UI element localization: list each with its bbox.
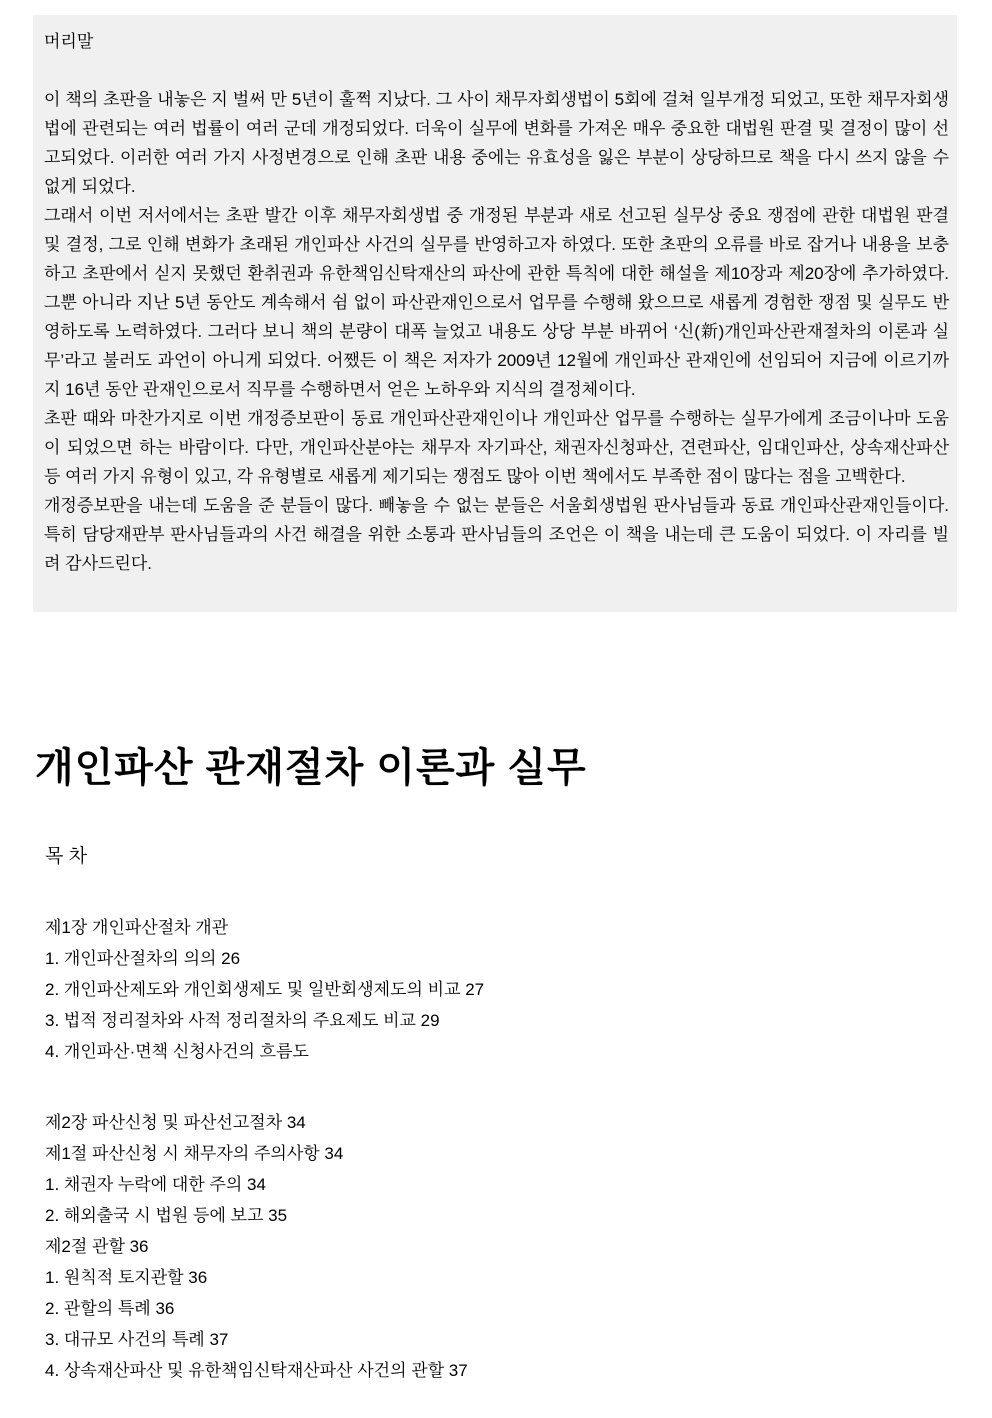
- toc-chapter-1-group: [45, 912, 992, 1067]
- toc-entry: 1. 원칙적 토지관할 36: [45, 1268, 208, 1287]
- preface-paragraph-2: 그래서 이번 저서에서는 초판 발간 이후 채무자회생법 중 개정된 부분과 새로 선고된 실무상 중요 쟁점에 관한 대법원 판결 및 결정, 그로 인해 변화가 초래된 개인파산 사건의 실무를 반영하고자 하였다. 또한 초판의 오류를 바로 잡거나 내용을 보충하고 초판에서 싣지 못했던 환취권과 유한책임신탁재산의 파산에 관한 특칙에 대한 해설을 제10장과 제20장에 추가하였다. 그뿐 아니라 지난 5년 동안도 계속해서 쉼 없이 파산관재인으로서 업무를 수행해 왔으므로 새롭게 경험한 쟁점 및 실무도 반영하도록 노력하였다. 그러다 보니 책의 분량이 대폭 늘었고 내용도 상당 부분 바뀌어 ‘신(新)개인파산관재절차의 이론과 실무’라고 불러도 과언이 아니게 되었다. 어쨌든 이 책은 저자가 2009년 12월에 개인파산 관재인에 선임되어 지금에 이르기까지 16년 동안 관재인으로서 직무를 수행하면서 얻은 노하우와 지식의 결정체이다.: [44, 206, 949, 399]
- preface-heading: 머리말: [44, 32, 94, 51]
- preface-paragraph-3: 초판 때와 마찬가지로 이번 개정증보판이 동료 개인파산관재인이나 개인파산 업무를 수행하는 실무가에게 조금이나마 도움이 되었으면 하는 바람이다. 다만, 개인파산분야는 채무자 자기파산, 채권자신청파산, 견련파산, 임대인파산, 상속재산파산 등 여러 가지 유형이 있고, 각 유형별로 새롭게 제기되는 쟁점도 많아 이번 책에서도 부족한 점이 많다는 점을 고백한다.: [44, 409, 949, 486]
- toc-entry: 3. 법적 정리절차와 사적 정리절차의 주요제도 비교 29: [45, 1011, 440, 1030]
- preface-paragraph-1: 이 책의 초판을 내놓은 지 벌써 만 5년이 훌쩍 지났다. 그 사이 채무자회생법이 5회에 걸쳐 일부개정 되었고, 또한 채무자회생법에 관련되는 여러 법률이 여러 군데 개정되었다. 더욱이 실무에 변화를 가져온 매우 중요한 대법원 판결 및 결정이 많이 선고되었다. 이러한 여러 가지 사정변경으로 인해 초판 내용 중에는 유효성을 잃은 부분이 상당하므로 책을 다시 쓰지 않을 수 없게 되었다.: [44, 90, 949, 196]
- preface-paragraph-4: 개정증보판을 내는데 도움을 준 분들이 많다. 빼놓을 수 없는 분들은 서울회생법원 판사님들과 동료 개인파산관재인들이다. 특히 담당재판부 판사님들과의 사건 해결을 위한 소통과 판사님들의 조언은 이 책을 내는데 큰 도움이 되었다. 이 자리를 빌려 감사드린다.: [44, 496, 949, 573]
- toc-entry: 1. 개인파산절차의 의의 26: [45, 949, 241, 968]
- toc-chapter-heading: 제1장 개인파산절차 개관: [45, 918, 229, 937]
- toc-section-heading: 제2절 관할 36: [45, 1237, 149, 1256]
- toc-chapter-2-group: [45, 1107, 992, 1386]
- book-title: 개인파산 관재절차 이론과 실무: [35, 746, 587, 790]
- preface-section: [33, 15, 957, 612]
- toc-entry: 2. 관할의 특례 36: [45, 1299, 175, 1318]
- toc-heading: 목 차: [45, 846, 87, 867]
- toc-entry: 2. 해외출국 시 법원 등에 보고 35: [45, 1206, 288, 1225]
- toc-chapter-heading: 제2장 파산신청 및 파산선고절차 34: [45, 1113, 306, 1132]
- toc-entry: 1. 채권자 누락에 대한 주의 34: [45, 1175, 266, 1194]
- toc-entry: 2. 개인파산제도와 개인회생제도 및 일반회생제도의 비교 27: [45, 980, 485, 999]
- toc-entry: 4. 상속재산파산 및 유한책임신탁재산파산 사건의 관할 37: [45, 1361, 468, 1380]
- toc-entry: 4. 개인파산·면책 신청사건의 흐름도: [45, 1042, 309, 1061]
- toc-section-heading: 제1절 파산신청 시 채무자의 주의사항 34: [45, 1144, 344, 1163]
- toc-entry: 3. 대규모 사건의 특례 37: [45, 1330, 229, 1349]
- document-page: [0, 15, 992, 1418]
